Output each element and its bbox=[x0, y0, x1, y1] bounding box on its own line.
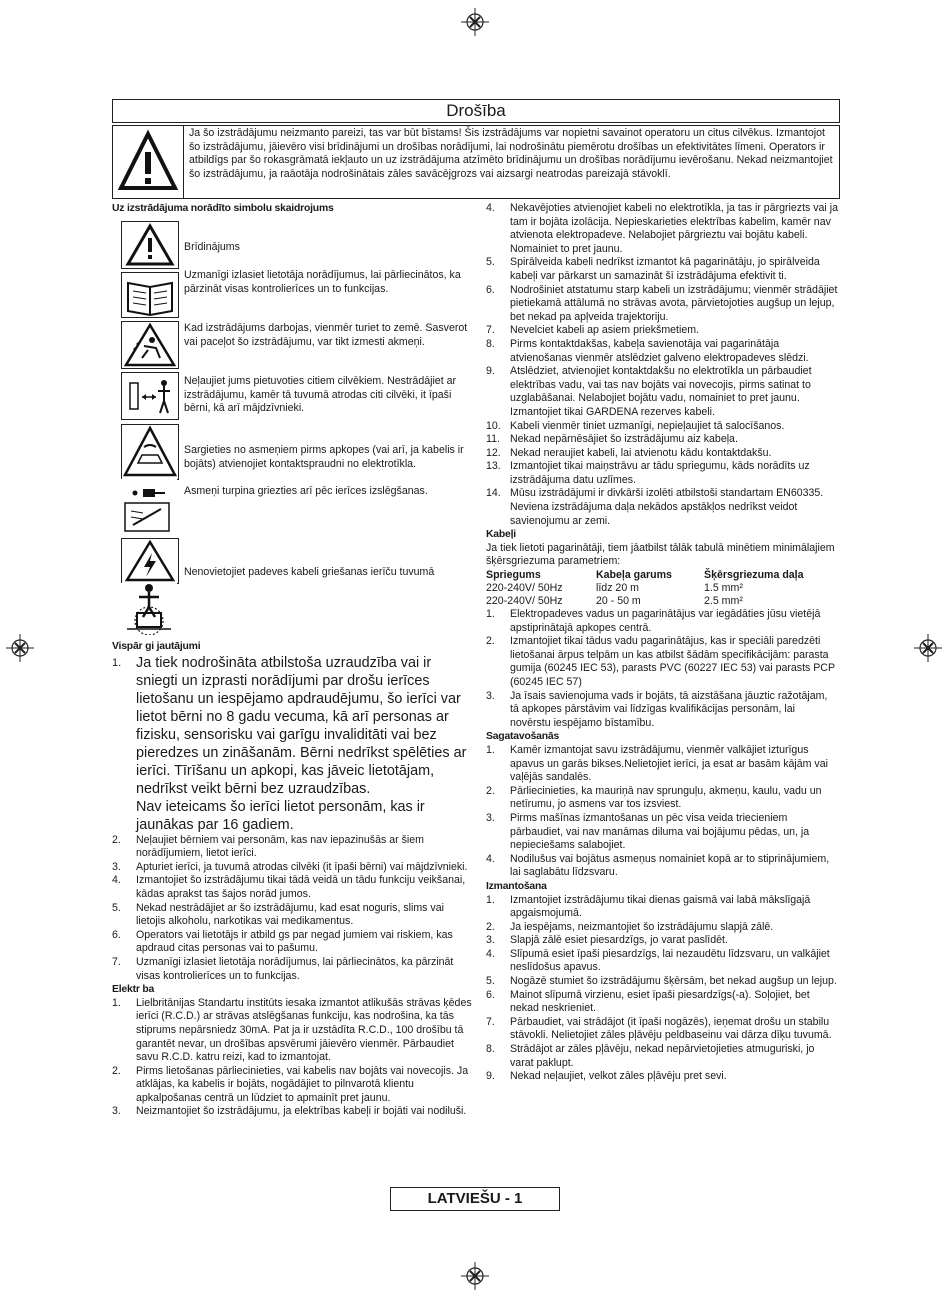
table-header: Spriegums bbox=[486, 569, 541, 582]
keep-distance-icon bbox=[121, 372, 179, 420]
list-item: 4. Nodilušus vai bojātus asmeņus nomainiet kopā ar to stiprinājumiem, lai saglabātu līdzsvaru. bbox=[486, 852, 830, 879]
list-item: 3. Pirms mašīnas izmantošanas un pēc visa veida triecieniem pārbaudiet, vai nav manāmas diluma vai bojājumu pēdas, un, ja nepieciešams salabojiet. bbox=[486, 811, 810, 852]
table-header-row bbox=[486, 569, 804, 582]
list-item: 12. Nekad neraujiet kabeli, lai atvienotu kādu kontaktdakšu. bbox=[486, 446, 772, 459]
unplug-book-icon bbox=[121, 479, 177, 533]
page-footer: LATVIEŠU - 1 bbox=[390, 1187, 560, 1211]
cable-table bbox=[486, 569, 804, 608]
list-item: 13. Izmantojiet tikai maiņstrāvu ar tādu spriegumu, kāds norādīts uz izstrādājuma datu uzlīmes. bbox=[486, 460, 810, 486]
list-item: 5. Nekad nestrādājiet ar šo izstrādājumu, kad esat noguris, slims vai lietojis alkoholu, narkotikas vai medikamentus. bbox=[112, 901, 444, 928]
list-item: 11. Nekad nepārnēsājiet šo izstrādājumu aiz kabeļa. bbox=[486, 433, 738, 446]
list-item: 8. Pirms kontaktdakšas, kabeļa savienotāja vai pagarinātāja atvienošanas vienmēr atslēdziet galveno elektropadeves slēdzi. bbox=[486, 337, 809, 364]
list-item: 10. Kabeli vienmēr tiniet uzmanīgi, nepieļaujiet tā salocīšanos. bbox=[486, 419, 785, 432]
list-item: 9. Nekad neļaujiet, velkot zāles pļāvēju pret sevi. bbox=[486, 1070, 727, 1083]
symbol-text: Asmeņi turpina griezties arī pēc ierīces izslēgšanas. bbox=[184, 485, 428, 497]
electric-heading: Elektr ba bbox=[112, 984, 155, 996]
list-item: 5. Spirālveida kabeli nedrīkst izmantot kā pagarinātāju, jo spirālveida kabeļi var pārkarst un samazināt šī izstrādājuma efektivit ti. bbox=[486, 256, 820, 282]
list-item: 7. Pārbaudiet, vai strādājot (it īpaši nogāzēs), ieņemat drošu un stabilu stāvokli. Nelietojiet zāles pļāvēju peldbaseinu vai dārza dīķu tuvumā. bbox=[486, 1015, 832, 1042]
list-item: 3. Neizmantojiet šo izstrādājumu, ja elektrības kabeļi ir bojāti vai nodiluši. bbox=[112, 1105, 467, 1118]
list-item: 8. Strādājot ar zāles pļāvēju, nekad nepārvietojieties atmuguriski, jo varat paklupt. bbox=[486, 1043, 815, 1069]
cables-heading: Kabeļi bbox=[486, 529, 516, 541]
list-item: 7. Uzmanīgi izlasiet lietotāja norādījumus, lai pārliecinātos, ka pārzināt visas kontrolierīces un to funkcijas. bbox=[112, 955, 454, 982]
list-item: 2. Pirms lietošanas pārliecinieties, vai kabelis nav bojāts vai novecojis. Ja atklājas, ka kabelis ir bojāts, nogādājiet to pilnvarotā klientu apkalpošanas centrā un lūdziet to apmainīt pret jaunu. bbox=[112, 1064, 469, 1104]
list-item: 7. Nevelciet kabeli ap asiem priekšmetiem. bbox=[486, 324, 699, 337]
table-cell: 1.5 mm² bbox=[704, 582, 743, 595]
general-heading: Vispār gi jautājumi bbox=[112, 641, 201, 652]
registration-mark-icon bbox=[914, 634, 942, 662]
warning-triangle-icon bbox=[121, 221, 179, 269]
person-mower-icon bbox=[121, 583, 177, 635]
list-item: 4. Nekavējoties atvienojiet kabeli no elektrotīkla, ja tas ir pārgriezts vai ja tam ir bojāta izolācija. Nepieskarieties elektrības kabelim, kamēr nav atvienota elektropadeve. Nelabojiet pārgrieztu vai bojātu kabeli. Nomainiet to pret jaunu. bbox=[486, 202, 838, 255]
list-item: 6. Mainot slīpumā virzienu, esiet īpaši piesardzīgs(-a). Soļojiet, bet nekad neskrieniet. bbox=[486, 988, 810, 1015]
list-item: 5. Nogāzē stumiet šo izstrādājumu šķērsām, bet nekad augšup un lejup. bbox=[486, 975, 837, 988]
list-item: 9. Atslēdziet, atvienojiet kontaktdakšu no elektrotīkla un pārbaudiet elektrības vadu, vai tas nav bojāts vai novecojis, pirms satinat to uzglabāšanai. Nelabojiet bojātu vadu, nomainiet to pret jaunu. Izmantojiet tikai GARDENA rezerves kabeli. bbox=[486, 365, 812, 418]
list-item: 2. Ja iespējams, neizmantojiet šo izstrādājumu slapjā zālē. bbox=[486, 920, 774, 933]
list-item: 6. Operators vai lietotājs ir atbild gs par negad jumiem vai riskiem, kas apdraud citas personas vai to pašumu. bbox=[112, 928, 453, 955]
list-item: 3. Slapjā zālē esiet piesardzīgs, jo varat paslīdēt. bbox=[486, 934, 728, 947]
symbols-heading: Uz izstrādājuma norādīto simbolu skaidrojums bbox=[112, 203, 334, 214]
list-item: 3. Apturiet ierīci, ja tuvumā atrodas cilvēki (it īpaši bērni) vai mājdzīvnieki. bbox=[112, 860, 468, 873]
symbols-heading-wrap bbox=[112, 202, 472, 216]
table-cell: 220-240V/ 50Hz bbox=[486, 595, 563, 608]
registration-mark-icon bbox=[461, 1262, 489, 1290]
list-item: 6. Nodrošiniet atstatumu starp kabeli un izstrādājumu; vienmēr strādājiet pietiekamā attālumā no strāvas avota, pārvietojoties augšup un lejup, bet nekad pa apļveida trajektoriju. bbox=[486, 283, 838, 323]
symbol-text: Nenovietojiet padeves kabeli griešanas ierīču tuvumā bbox=[184, 566, 435, 578]
blade-hand-icon bbox=[121, 424, 179, 480]
intro-text: Ja šo izstrādājumu neizmanto pareizi, tas var būt bīstams! Šis izstrādājums var nopietni savainot operatoru un citus cilvēkus. Izmantojot šo izstrādājumu, jāievēro visi brīdinājumi un drošības norādījumi, lai nodrošinātu piemērotu drošības un efektivitātes līmeni. Operators ir atbildīgs par šo rokasgrāmatā iekļauto un uz izstrādājuma atzīmēto brīdinājumu un drošības norādījumu ievērošanu. Nekad neizmantojiet šo izstrādājumu, ja raāotāja nodrošinātais zāles savācējgrozs vai aizsargi neatrodas pareizajā stāvoklī. bbox=[189, 127, 833, 180]
symbol-text: Neļaujiet jums pietuvoties citiem cilvēkiem. Nestrādājiet ar izstrādājumu, kamēr tā tuvumā atrodas citi cilvēki, it īpaši bērni, kā arī mājdzīvnieki. bbox=[184, 375, 457, 415]
list-item: 4. Slīpumā esiet īpaši piesardzīgs, lai nezaudētu līdzsvaru, un valkājiet neslīdošus apavus. bbox=[486, 947, 830, 974]
usage-heading: Izmantošana bbox=[486, 880, 547, 892]
table-header: Kabeļa garums bbox=[596, 569, 672, 582]
table-cell: 220-240V/ 50Hz bbox=[486, 582, 563, 595]
list-item: 2. Izmantojiet tikai tādus vadu pagarinātājus, kas ir speciāli paredzēti lietošanai ārpus telpām un kas atbilst šādām specifikācijām: parasta gumija (60245 IEC 53), parasts PVC (60227 IEC 53) vai parasts PCP (60245 IEC 57) bbox=[486, 635, 835, 688]
symbol-text: Uzmanīgi izlasiet lietotāja norādījumus, lai pārliecinātos, ka pārzināt visas kontrolierīces un to funkcijas. bbox=[184, 269, 461, 295]
list-item: 14. Mūsu izstrādājumi ir divkārši izolēti atbilstoši standartam EN60335. Neviena izstrādājuma daļa nekādos apstākļos nedrīkst veidot savienojumu ar zemi. bbox=[486, 487, 824, 527]
cables-intro: Ja tiek lietoti pagarinātāji, tiem jāatbilst tālāk tabulā minētiem minimālajiem šķērsgriezuma parametriem: bbox=[486, 541, 835, 568]
table-cell: 20 - 50 m bbox=[596, 595, 641, 608]
list-item: 1. Elektropadeves vadus un pagarinātājus var iegādāties jūsu vietējā apstiprinātajā apkopes centrā. bbox=[486, 608, 821, 634]
right-column bbox=[486, 202, 838, 1084]
warning-triangle-icon bbox=[113, 126, 184, 198]
symbol-text: Brīdinājums bbox=[184, 241, 240, 253]
list-item: 1. Ja tiek nodrošināta atbilstoša uzraudzība vai ir sniegti un izprasti norādījumi par drošu ierīces lietošanu un iespējamo apdraudējumu, šo ierīci var lietot bērni no 8 gadu vecuma, kā arī personas ar fizisku, sensorisku vai garīgu invaliditāti vai bez pieredzes un zināšanām. Bērni nedrīkst spēlēties ar ierīci. Tīrīšanu un apkopi, kas jāveic lietotājam, nedrīkst veikt bērni bez uzraudzības. Nav ieteicams šo ierīci lietot personām, kas ir jaunākas par 16 gadiem. bbox=[112, 654, 467, 833]
registration-mark-icon bbox=[6, 634, 34, 662]
registration-mark-icon bbox=[461, 8, 489, 36]
list-item: 2. Neļaujiet bērniem vai personām, kas nav iepazinušās ar šiem norādījumiem, lietot ierīci. bbox=[112, 833, 424, 860]
preparation-heading: Sagatavošanās bbox=[486, 731, 560, 743]
list-item: 1. Lielbritānijas Standartu institūts iesaka izmantot atlikušās strāvas ķēdes ierīci (R.C.D.) ar strāvas atslēgšanas funkciju, kas nodrošina, ka tās stiprums nepārsniedz 30mA. Pat ja ir uzstādīta R.C.D., 100 drošību tā garantēt nevar, un drošības apsvērumi jāievēro vienmēr. Pārbaudiet savu R.C.D. katru reizi, kad to izmantojat. bbox=[112, 996, 472, 1064]
list-item: 4. Izmantojiet šo izstrādājumu tikai tādā veidā un tādu funkciju veikšanai, kādas aprakst tas šajos norād jumos. bbox=[112, 874, 466, 900]
symbol-text: Kad izstrādājums darbojas, vienmēr turiet to zemē. Sasverot vai paceļot šo izstrādājumu, var tikt izmesti akmeņi. bbox=[184, 322, 468, 348]
table-header: Šķērsgriezuma daļa bbox=[704, 569, 804, 582]
electric-hazard-icon bbox=[121, 538, 179, 584]
open-book-icon bbox=[121, 272, 179, 318]
thrown-object-icon bbox=[121, 321, 179, 369]
intro-warning-box bbox=[112, 125, 840, 199]
list-item: 1. Izmantojiet izstrādājumu tikai dienas gaismā vai labā mākslīgajā apgaismojumā. bbox=[486, 893, 811, 920]
table-row bbox=[486, 582, 804, 595]
symbol-text: Sargieties no asmeņiem pirms apkopes (vai arī, ja kabelis ir bojāts) atvienojiet kontaktspraudni no elektrotīkla. bbox=[184, 444, 464, 470]
list-item: 2. Pārliecinieties, ka mauriņā nav sprunguļu, akmeņu, kaulu, vadu un netīrumu, jo asmens var tos izsviest. bbox=[486, 784, 822, 811]
table-cell: līdz 20 m bbox=[596, 582, 639, 595]
list-item: 3. Ja īsais savienojuma vads ir bojāts, tā aizstāšana jāuztic ražotājam, tā apkopes pārstāvim vai līdzīgas kvalifikācijas personām, lai novērstu iespējamo bīstamību. bbox=[486, 689, 828, 729]
table-cell: 2.5 mm² bbox=[704, 595, 743, 608]
table-row bbox=[486, 595, 804, 608]
general-section bbox=[112, 640, 472, 1119]
list-item: 1. Kamēr izmantojat savu izstrādājumu, vienmēr valkājiet izturīgus apavus un garās bikses.Nelietojiet ierīci, ja esat ar basām kājām vai vaļējās sandalēs. bbox=[486, 743, 828, 784]
page-title: Drošība bbox=[112, 99, 840, 123]
